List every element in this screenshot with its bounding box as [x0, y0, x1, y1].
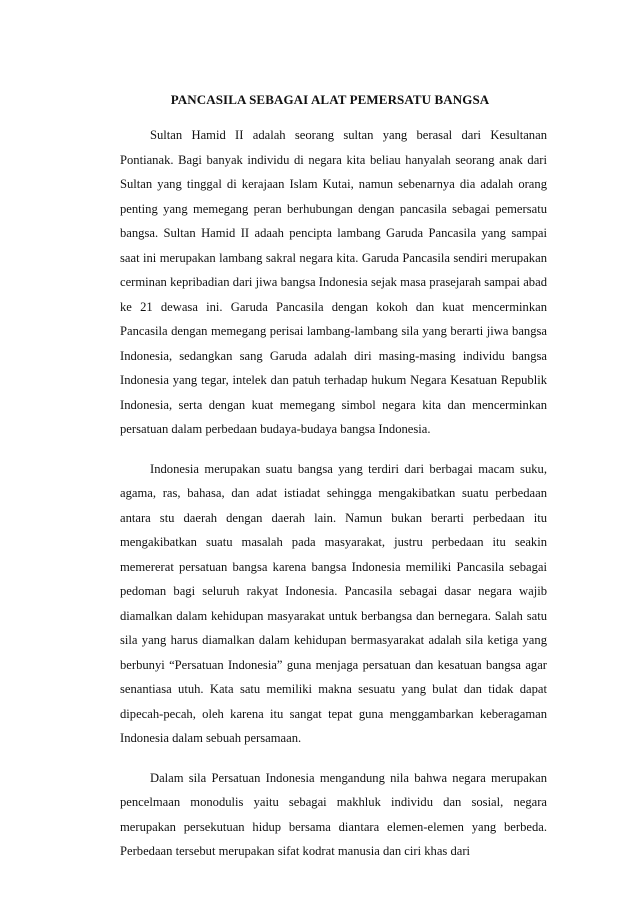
- document-title: PANCASILA SEBAGAI ALAT PEMERSATU BANGSA: [170, 92, 490, 107]
- paragraph-1: Sultan Hamid II adalah seorang sultan yang berasal dari Kesultanan Pontianak. Bagi banyak individu di negara kita beliau hanyalah seorang anak dari Sultan yang tinggal di kerajaan Islam Kutai, namun sebenarnya dia adalah orang penting yang memegang peran berhubungan dengan pancasila sebagai pemersatu bangsa. Sultan Hamid II adaah pencipta lambang Garuda Pancasila yang sampai saat ini merupakan lambang sakral negara kita. Garuda Pancasila sendiri merupakan cerminan kepribadian dari jiwa bangsa Indonesia sejak masa prasejarah sampai abad ke 21 dewasa ini. Garuda Pancasila dengan kokoh dan kuat mencerminkan Pancasila dengan memegang perisai lambang-lambang sila yang berarti jiwa bangsa Indonesia, sedangkan sang Garuda adalah diri masing-masing individu bangsa Indonesia yang tegar, intelek dan patuh terhadap hukum Negara Kesatuan Republik Indonesia, serta dengan kuat memegang simbol negara kita dan mencerminkan persatuan dalam perbedaan budaya-budaya bangsa Indonesia.: [120, 128, 547, 436]
- paragraph-2: Indonesia merupakan suatu bangsa yang terdiri dari berbagai macam suku, agama, ras, bahasa, dan adat istiadat sehingga mengakibatkan suatu perbedaan antara stu daerah dengan daerah lain. Namun bukan berarti perbedaan itu mengakibatkan suatu masalah pada masyarakat, justru perbedaan itu seakin memererat persatuan bangsa karena bangsa Indonesia memiliki Pancasila sebagai pedoman bagi seluruh rakyat Indonesia. Pancasila sebagai dasar negara wajib diamalkan dalam kehidupan masyarakat untuk berbangsa dan bernegara. Salah satu sila yang harus diamalkan dalam kehidupan bermasyarakat adalah sila ketiga yang berbunyi “Persatuan Indonesia” guna menjaga persatuan dan kesatuan bangsa agar senantiasa utuh. Kata satu memiliki makna sesuatu yang bulat dan tidak dapat dipecah-pecah, oleh karena itu sangat tepat guna menggambarkan keberagaman Indonesia dalam sebuah persamaan.: [120, 461, 547, 745]
- document-body: [120, 123, 547, 879]
- paragraph-3: Dalam sila Persatuan Indonesia mengandung nila bahwa negara merupakan pencelmaan monodulis yaitu sebagai makhluk individu dan sosial, negara merupakan persekutuan hidup bersama diantara elemen-elemen yang berbeda. Perbedaan tersebut merupakan sifat kodrat manusia dan ciri khas dari: [120, 770, 547, 858]
